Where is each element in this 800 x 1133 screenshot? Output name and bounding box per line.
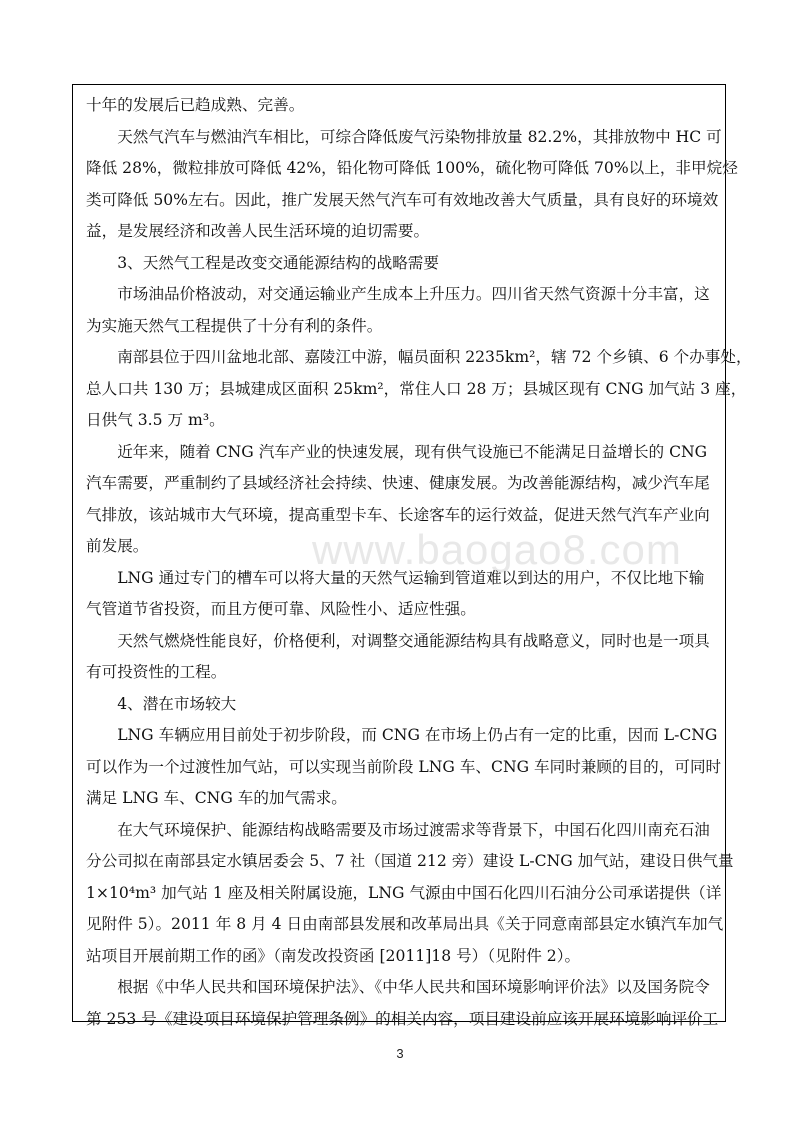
paragraph xyxy=(86,720,722,815)
paragraph xyxy=(86,279,714,342)
paragraph xyxy=(86,248,714,280)
text-line: 类可降低 50%左右。因此，推广发展天然气汽车可有效地改善大气质量，具有良好的环境效 xyxy=(86,190,719,209)
text-line: LNG 车辆应用目前处于初步阶段，而 CNG 在市场上仍占有一定的比重，因而 L-CNG xyxy=(117,726,718,744)
text-line: 为实施天然气工程提供了十分有利的条件。 xyxy=(86,316,383,335)
paragraph xyxy=(86,122,738,248)
paragraph xyxy=(86,437,714,563)
text-line: 4、潜在市场较大 xyxy=(117,694,237,713)
text-line: 南部县位于四川盆地北部、嘉陵江中游，幅员面积 2235km²，辖 72 个乡镇、6 个办事处， xyxy=(117,348,752,366)
text-line: 在大气环境保护、能源结构战略需要及市场过渡需求等背景下，中国石化四川南充石油 xyxy=(117,820,710,839)
paragraph xyxy=(86,815,734,973)
text-line: 近年来，随着 CNG 汽车产业的快速发展，现有供气设施已不能满足日益增长的 CNG xyxy=(117,442,708,461)
text-line: 根据《中华人民共和国环境保护法》、《中华人民共和国环境影响评价法》以及国务院令 xyxy=(117,978,710,996)
text-line: 气排放，该站城市大气环境，提高重型卡车、长途客车的运行效益，促进天然气汽车产业向 xyxy=(86,505,710,524)
paragraph xyxy=(86,972,719,1035)
text-line: 日供气 3.5 万 m³。 xyxy=(86,411,225,429)
watermark: www.baogao8.com xyxy=(312,526,682,573)
text-line: 气管道节省投资，而且方便可靠、风险性小、适应性强。 xyxy=(86,600,476,618)
paragraph xyxy=(86,626,714,689)
text-line: 3、天然气工程是改变交通能源结构的战略需要 xyxy=(117,253,439,272)
text-line: 汽车需要，严重制约了县域经济社会持续、快速、健康发展。为改善能源结构，减少汽车尾 xyxy=(86,474,710,492)
paragraph xyxy=(86,563,714,626)
text-line: 十年的发展后已趋成熟、完善。 xyxy=(86,96,305,114)
text-line: 站项目开展前期工作的函》（南发改投资函 [2011]18 号）（见附件 2）。 xyxy=(86,946,581,965)
text-line: 见附件 5）。2011 年 8 月 4 日由南部县发展和改革局出具《关于同意南部县定水镇汽车加气 xyxy=(86,915,724,933)
paragraph xyxy=(86,689,714,721)
text-line: 可以作为一个过渡性加气站，可以实现当前阶段 LNG 车、CNG 车同时兼顾的目的，可同时 xyxy=(86,757,722,776)
text-line: 满足 LNG 车、CNG 车的加气需求。 xyxy=(86,789,347,807)
document-body xyxy=(86,90,752,1035)
text-line: 益，是发展经济和改善人民生活环境的迫切需要。 xyxy=(86,222,430,240)
text-line: 第 253 号《建设项目环境保护管理条例》的相关内容，项目建设前应该开展环境影响评价工 xyxy=(86,1009,719,1028)
text-line: 1×10⁴m³ 加气站 1 座及相关附属设施，LNG 气源由中国石化四川石油分公司承诺提供（详 xyxy=(86,883,722,902)
text-line: 分公司拟在南部县定水镇居委会 5、7 社（国道 212 旁）建设 L-CNG 加气站，建设日供气量 xyxy=(86,852,734,870)
text-line: 有可投资性的工程。 xyxy=(86,663,227,681)
paragraph xyxy=(86,342,752,437)
text-line: 市场油品价格波动，对交通运输业产生成本上升压力。四川省天然气资源十分丰富，这 xyxy=(117,285,710,303)
text-line: 总人口共 130 万；县城建成区面积 25km²，常住人口 28 万；县城区现有 CNG 加气站 3 座， xyxy=(86,379,747,398)
text-line: 天然气燃烧性能良好，价格便利，对调整交通能源结构具有战略意义，同时也是一项具 xyxy=(117,631,710,650)
text-line: 天然气汽车与燃油汽车相比，可综合降低废气污染物排放量 82.2%，其排放物中 HC 可 xyxy=(117,127,722,146)
text-line: 前发展。 xyxy=(86,537,149,555)
text-line: LNG 通过专门的槽车可以将大量的天然气运输到管道难以到达的用户，不仅比地下输 xyxy=(117,568,705,587)
paragraph xyxy=(86,90,714,122)
page-number: 3 xyxy=(396,1046,404,1061)
text-line: 降低 28%，微粒排放可降低 42%，铅化物可降低 100%，硫化物可降低 70%以上，非甲烷烃 xyxy=(86,159,738,177)
